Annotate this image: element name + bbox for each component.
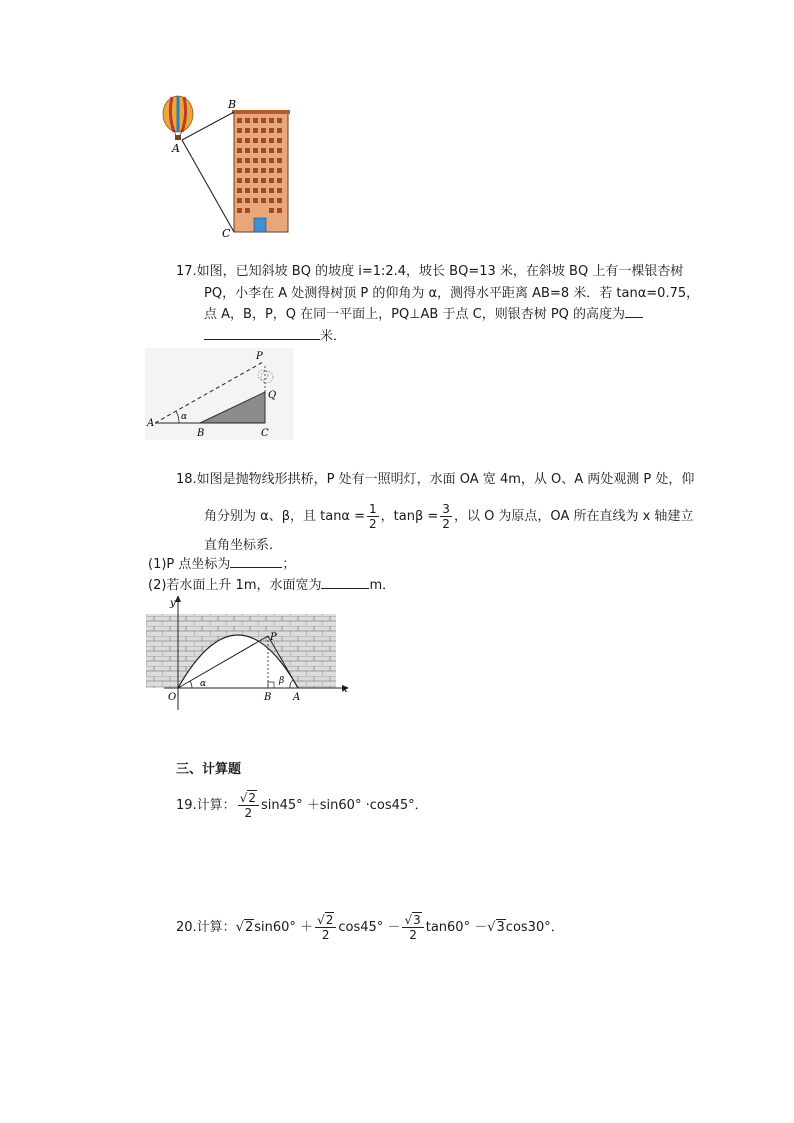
f17-label-q: Q	[268, 390, 277, 401]
balloon-icon	[163, 96, 193, 140]
q17-line1: 17.如图，已知斜坡 BQ 的坡度 i=1:2.4，坡长 BQ=13 米，在斜坡 BQ 上有一棵银杏树	[176, 264, 684, 279]
q17-line4: 米．	[204, 327, 346, 347]
q20-sqrt-4: √3	[487, 920, 505, 935]
f17-label-alpha: α	[181, 412, 188, 422]
f18-label-y: y	[170, 598, 176, 609]
q18-sub2: (2)若水面上升 1m，水面宽为 m．	[148, 578, 396, 593]
f18-label-beta: β	[279, 676, 285, 686]
q18-line1: 18.如图是抛物线形拱桥，P 处有一照明灯，水面 OA 宽 4m，从 O、A 两处观测 P 处，仰	[176, 472, 695, 487]
building-icon	[232, 110, 290, 232]
tan-beta-fraction: $\frac{3}{2}$	[442, 502, 450, 531]
q20-fraction-3: $\frac{√3}{2}$	[402, 913, 423, 942]
q18-answer-blank-2[interactable]	[321, 588, 369, 589]
q18-sub1: (1)P 点坐标为 ；	[148, 557, 296, 572]
label-a: A	[172, 142, 180, 155]
q18-line2: 角分别为 α、β，且 tanα = $\frac{1}{2}$ ，tanβ = $\frac{3}{2}$ ，以 O 为原点，OA 所在直线为 x 轴建立	[204, 502, 694, 531]
f18-label-x: x	[342, 684, 348, 695]
q17-line3: 点 A，B，P，Q 在同一平面上，PQ⊥AB 于点 C，则银杏树 PQ 的高度为	[204, 305, 643, 325]
parabolic-bridge-figure	[146, 596, 352, 712]
f18-label-alpha: α	[200, 679, 207, 689]
q19-fraction: $\frac{√2}{2}$	[238, 791, 259, 820]
f17-label-c: C	[261, 428, 269, 439]
q20-sqrt-1: √2	[235, 920, 254, 935]
q17-answer-blank[interactable]	[204, 339, 320, 340]
balloon-building-figure	[150, 92, 300, 242]
q20-expression: 20.计算：√2sin60° ＋ $\frac{√2}{2}$ cos45° － $\frac{√3}{2}$ tan60° －√3cos30°．	[176, 908, 564, 948]
f18-label-a: A	[293, 692, 301, 703]
f18-label-o: O	[168, 692, 177, 703]
slope-tree-figure	[145, 348, 293, 440]
q20-fraction-2: $\frac{√2}{2}$	[315, 913, 336, 942]
label-c: C	[222, 227, 231, 240]
q19-expression: 19.计算： $\frac{√2}{2}$ sin45° ＋sin60° ·cos45°．	[176, 791, 428, 820]
f17-label-a: A	[147, 418, 155, 429]
section-heading: 三、计算题	[176, 762, 242, 777]
f17-label-p: P	[256, 351, 263, 362]
tan-alpha-fraction: $\frac{1}{2}$	[369, 502, 377, 531]
f17-label-b: B	[197, 428, 205, 439]
f18-label-p: P	[270, 632, 277, 643]
f18-label-b: B	[264, 692, 272, 703]
q18-answer-blank-1[interactable]	[230, 567, 282, 568]
q18-line3: 直角坐标系．	[204, 538, 283, 553]
q17-line2: PQ，小李在 A 处测得树顶 P 的仰角为 α，测得水平距离 AB=8 米．若 tanα=0.75，	[204, 286, 700, 301]
label-b: B	[228, 98, 237, 111]
